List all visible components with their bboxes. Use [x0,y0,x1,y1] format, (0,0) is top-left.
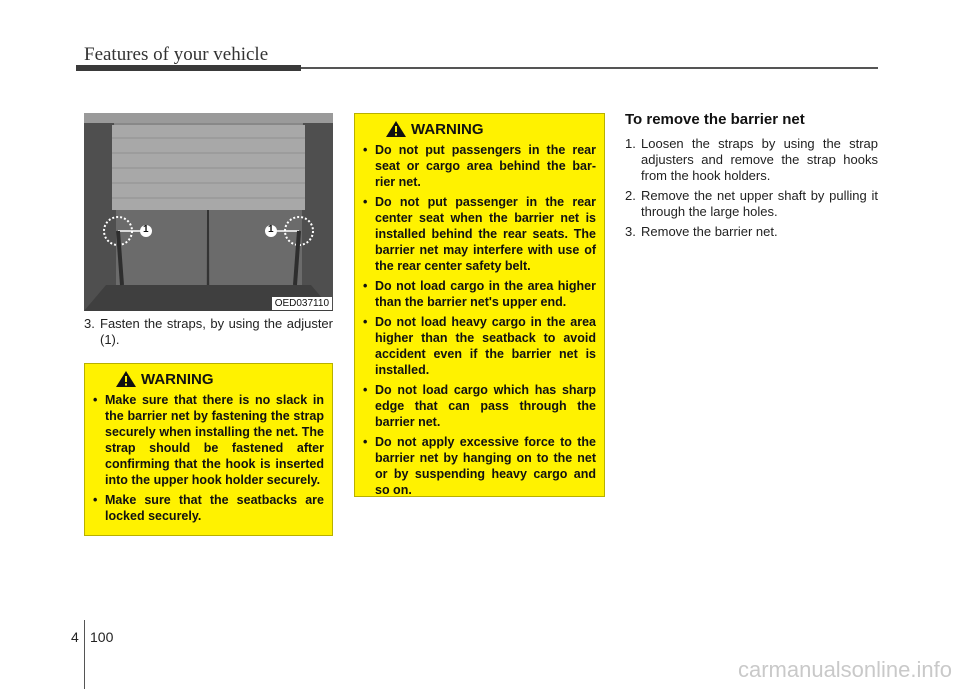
warning-item: • Do not put passengers in the rear seat or cargo area behind the bar-rier net. [363,143,596,189]
photo-code: OED037110 [272,297,332,310]
step-3 [84,316,333,348]
warning-item: • Make sure that the seatbacks are locked securely. [93,493,324,523]
warning-title: WARNING [411,120,484,138]
warning-item: • Do not load cargo in the area higher than the barrier net's upper end. [363,279,596,309]
warning-box-middle [354,113,605,497]
page-header-title: Features of your vehicle [84,44,269,65]
cargo-area-photo [84,113,333,311]
step-text: Fasten the straps, by using the adjuster (1). [100,316,333,347]
page-number: 100 [90,629,114,645]
step-number: 3. [84,316,95,331]
photo-illustration [84,113,333,311]
warning-item: • Make sure that there is no slack in the barrier net by fastening the strap securely when installing the net. The strap should be fastened after confirming that the hook is inserted into the upper hook holder securely. [93,393,324,487]
section-heading: To remove the barrier net [625,111,805,128]
remove-step: 3. Remove the barrier net. [625,224,778,239]
footer-divider [84,620,85,689]
warning-item: • Do not put passenger in the rear center seat when the barrier net is installed behind the rear seats. The barrier net may interfere with use of the rear center safety belt. [363,195,596,273]
warning-title: WARNING [141,370,214,388]
callout-right-label: 1 [268,224,274,235]
warning-item: • Do not load cargo which has sharp edge that can pass through the barrier net. [363,383,596,429]
warning-box-left [84,363,333,536]
callout-left-label: 1 [143,224,149,235]
header-rule-accent [76,65,301,71]
remove-step: 2. Remove the net upper shaft by pulling it through the large holes. [625,188,878,219]
chapter-number: 4 [71,629,79,645]
remove-barrier-net-section [625,111,878,244]
warning-header [385,120,596,138]
remove-step: 1. Loosen the straps by using the strap adjusters and remove the strap hooks from the hook holders. [625,136,878,183]
warning-list [363,142,596,498]
warning-triangle-icon [385,120,407,138]
warning-item: • Do not load heavy cargo in the area higher than the seatback to avoid accident even if the barrier net is installed. [363,315,596,377]
warning-header [115,370,324,388]
warning-item: • Do not apply excessive force to the barrier net by hanging on to the net or by suspending heavy cargo and so on. [363,435,596,497]
warning-triangle-icon [115,370,137,388]
watermark: carmanualsonline.info [737,657,952,682]
warning-list [93,392,324,524]
